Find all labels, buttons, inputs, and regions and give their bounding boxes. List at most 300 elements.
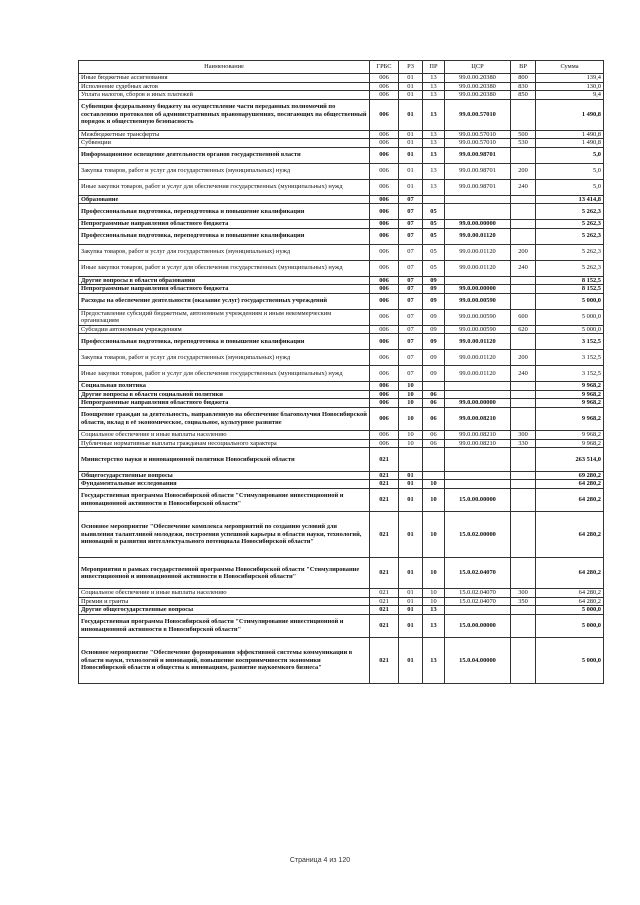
table-row bbox=[79, 285, 604, 294]
cell-pr bbox=[423, 471, 445, 480]
cell-csr: 15.0.00.00000 bbox=[445, 488, 511, 512]
cell-sum: 5 262,3 bbox=[536, 260, 604, 276]
page-number: Страница 4 из 120 bbox=[289, 857, 351, 864]
cell-vr: 800 bbox=[511, 74, 536, 83]
cell-name: Поощрение граждан за деятельность, направленную на обеспечение благополучия Новосибирской области, вклад в её экономическое, социальное, культурное развитие bbox=[79, 407, 370, 431]
cell-name: Государственная программа Новосибирской области "Стимулирование инвестиционной и инновационной активности в Новосибирской области" bbox=[79, 614, 370, 638]
table-header-row bbox=[79, 61, 604, 74]
cell-rz: 01 bbox=[399, 589, 423, 598]
cell-csr: 99.0.00.01120 bbox=[445, 244, 511, 260]
cell-grbs: 021 bbox=[370, 597, 399, 606]
cell-pr: 05 bbox=[423, 244, 445, 260]
table-row bbox=[79, 382, 604, 391]
cell-csr: 99.0.00.01120 bbox=[445, 228, 511, 244]
cell-grbs: 006 bbox=[370, 366, 399, 382]
cell-pr bbox=[423, 382, 445, 391]
cell-grbs: 006 bbox=[370, 195, 399, 204]
cell-vr bbox=[511, 512, 536, 558]
table-row bbox=[79, 448, 604, 472]
cell-vr bbox=[511, 276, 536, 285]
cell-rz: 10 bbox=[399, 439, 423, 448]
table-row bbox=[79, 293, 604, 309]
cell-csr: 15.0.02.04070 bbox=[445, 589, 511, 598]
cell-pr: 05 bbox=[423, 204, 445, 220]
cell-sum: 5 000,0 bbox=[536, 614, 604, 638]
cell-csr bbox=[445, 195, 511, 204]
cell-vr bbox=[511, 488, 536, 512]
cell-name: Общегосударственные вопросы bbox=[79, 471, 370, 480]
cell-grbs: 006 bbox=[370, 260, 399, 276]
cell-sum: 5 000,0 bbox=[536, 293, 604, 309]
cell-grbs: 021 bbox=[370, 638, 399, 684]
cell-rz: 01 bbox=[399, 147, 423, 163]
cell-name: Предоставление субсидий бюджетным, автономным учреждениям и иным некоммерческим организациям bbox=[79, 309, 370, 325]
cell-grbs: 021 bbox=[370, 512, 399, 558]
cell-sum: 9 968,2 bbox=[536, 382, 604, 391]
cell-rz: 01 bbox=[399, 597, 423, 606]
cell-name: Субвенции федеральному бюджету на осуществление части переданных полномочий по составлению протоколов об административных правонарушениях, посягающих на общественный порядок и общественную безопасность bbox=[79, 99, 370, 130]
cell-name: Другие общегосударственные вопросы bbox=[79, 606, 370, 615]
cell-rz: 01 bbox=[399, 91, 423, 100]
cell-sum: 9,4 bbox=[536, 91, 604, 100]
cell-pr: 09 bbox=[423, 325, 445, 334]
cell-sum: 5 000,0 bbox=[536, 309, 604, 325]
cell-pr: 10 bbox=[423, 558, 445, 589]
cell-csr bbox=[445, 276, 511, 285]
cell-csr: 99.0.00.57010 bbox=[445, 130, 511, 139]
cell-rz: 01 bbox=[399, 606, 423, 615]
cell-grbs: 006 bbox=[370, 130, 399, 139]
cell-sum: 3 152,5 bbox=[536, 366, 604, 382]
cell-grbs: 006 bbox=[370, 399, 399, 408]
cell-pr: 13 bbox=[423, 614, 445, 638]
cell-vr bbox=[511, 407, 536, 431]
cell-name: Иные закупки товаров, работ и услуг для обеспечения государственных (муниципальных) нужд bbox=[79, 179, 370, 195]
cell-vr bbox=[511, 480, 536, 489]
table-row bbox=[79, 480, 604, 489]
cell-rz: 07 bbox=[399, 195, 423, 204]
cell-rz: 01 bbox=[399, 480, 423, 489]
table-row bbox=[79, 139, 604, 148]
cell-pr: 05 bbox=[423, 228, 445, 244]
cell-name: Непрограммные направления областного бюджета bbox=[79, 220, 370, 229]
table-row bbox=[79, 488, 604, 512]
cell-sum: 5 262,3 bbox=[536, 204, 604, 220]
cell-grbs: 021 bbox=[370, 558, 399, 589]
cell-grbs: 006 bbox=[370, 382, 399, 391]
cell-vr: 850 bbox=[511, 91, 536, 100]
cell-sum: 1 490,8 bbox=[536, 130, 604, 139]
table-row bbox=[79, 309, 604, 325]
cell-name: Субсидии автономным учреждениям bbox=[79, 325, 370, 334]
cell-grbs: 006 bbox=[370, 228, 399, 244]
table-row bbox=[79, 439, 604, 448]
cell-csr: 99.0.00.00590 bbox=[445, 309, 511, 325]
table-row bbox=[79, 431, 604, 440]
cell-grbs: 006 bbox=[370, 439, 399, 448]
cell-name: Премии и гранты bbox=[79, 597, 370, 606]
cell-csr: 99.0.00.01120 bbox=[445, 260, 511, 276]
cell-rz: 01 bbox=[399, 74, 423, 83]
cell-rz: 01 bbox=[399, 82, 423, 91]
cell-vr bbox=[511, 614, 536, 638]
cell-name: Закупка товаров, работ и услуг для государственных (муниципальных) нужд bbox=[79, 163, 370, 179]
cell-sum: 130,0 bbox=[536, 82, 604, 91]
cell-pr: 13 bbox=[423, 82, 445, 91]
cell-csr: 15.0.04.00000 bbox=[445, 638, 511, 684]
cell-name: Образование bbox=[79, 195, 370, 204]
cell-rz: 07 bbox=[399, 366, 423, 382]
cell-grbs: 006 bbox=[370, 179, 399, 195]
cell-vr bbox=[511, 399, 536, 408]
cell-rz: 01 bbox=[399, 512, 423, 558]
cell-name: Фундаментальные исследования bbox=[79, 480, 370, 489]
cell-name: Социальная политика bbox=[79, 382, 370, 391]
cell-name: Основное мероприятие "Обеспечение формирования эффективной системы коммуникации в области науки, технологий и инноваций, повышение восприимчивости экономики Новосибирской области и общества к инновациям, развитие наукоемкого бизнеса" bbox=[79, 638, 370, 684]
cell-pr: 13 bbox=[423, 147, 445, 163]
cell-sum: 64 280,2 bbox=[536, 512, 604, 558]
table-row bbox=[79, 366, 604, 382]
cell-rz: 01 bbox=[399, 471, 423, 480]
table-row bbox=[79, 163, 604, 179]
cell-name: Мероприятия в рамках государственной программы Новосибирской области "Стимулирование инвестиционной и инновационной активности в Новосибирской области" bbox=[79, 558, 370, 589]
table-row bbox=[79, 179, 604, 195]
cell-vr: 200 bbox=[511, 350, 536, 366]
header-rz: РЗ bbox=[399, 61, 423, 74]
cell-csr: 99.0.00.01120 bbox=[445, 350, 511, 366]
cell-rz: 01 bbox=[399, 558, 423, 589]
cell-sum: 139,4 bbox=[536, 74, 604, 83]
cell-csr: 99.0.00.57010 bbox=[445, 99, 511, 130]
cell-sum: 5 262,3 bbox=[536, 220, 604, 229]
cell-pr: 10 bbox=[423, 597, 445, 606]
table-row bbox=[79, 597, 604, 606]
cell-pr bbox=[423, 195, 445, 204]
cell-grbs: 021 bbox=[370, 448, 399, 472]
cell-name: Закупка товаров, работ и услуг для государственных (муниципальных) нужд bbox=[79, 350, 370, 366]
cell-sum: 5,0 bbox=[536, 163, 604, 179]
table-row bbox=[79, 407, 604, 431]
cell-pr: 09 bbox=[423, 334, 445, 350]
cell-vr: 200 bbox=[511, 244, 536, 260]
table-body bbox=[79, 74, 604, 684]
table-row bbox=[79, 512, 604, 558]
cell-name: Непрограммные направления областного бюджета bbox=[79, 399, 370, 408]
cell-pr: 13 bbox=[423, 91, 445, 100]
cell-name: Межбюджетные трансферты bbox=[79, 130, 370, 139]
cell-grbs: 006 bbox=[370, 431, 399, 440]
table-row bbox=[79, 334, 604, 350]
cell-pr: 09 bbox=[423, 366, 445, 382]
document-sheet bbox=[78, 60, 603, 684]
cell-rz: 01 bbox=[399, 130, 423, 139]
cell-csr: 99.0.00.20380 bbox=[445, 82, 511, 91]
cell-csr: 15.0.02.04070 bbox=[445, 597, 511, 606]
cell-grbs: 006 bbox=[370, 99, 399, 130]
cell-csr: 99.0.00.00000 bbox=[445, 220, 511, 229]
header-grbs: ГРБС bbox=[370, 61, 399, 74]
cell-vr bbox=[511, 558, 536, 589]
cell-rz: 07 bbox=[399, 309, 423, 325]
cell-rz: 01 bbox=[399, 179, 423, 195]
cell-name: Профессиональная подготовка, переподготовка и повышение квалификации bbox=[79, 204, 370, 220]
cell-vr bbox=[511, 285, 536, 294]
cell-name: Иные закупки товаров, работ и услуг для обеспечения государственных (муниципальных) нужд bbox=[79, 260, 370, 276]
cell-sum: 69 280,2 bbox=[536, 471, 604, 480]
cell-sum: 9 968,2 bbox=[536, 399, 604, 408]
cell-grbs: 006 bbox=[370, 276, 399, 285]
cell-csr bbox=[445, 390, 511, 399]
cell-vr: 500 bbox=[511, 130, 536, 139]
table-row bbox=[79, 614, 604, 638]
cell-vr: 300 bbox=[511, 431, 536, 440]
cell-vr bbox=[511, 147, 536, 163]
cell-rz: 01 bbox=[399, 638, 423, 684]
cell-name: Другие вопросы в области образования bbox=[79, 276, 370, 285]
cell-vr bbox=[511, 448, 536, 472]
table-row bbox=[79, 606, 604, 615]
cell-rz: 10 bbox=[399, 407, 423, 431]
cell-rz: 07 bbox=[399, 244, 423, 260]
cell-vr bbox=[511, 99, 536, 130]
cell-sum: 9 968,2 bbox=[536, 439, 604, 448]
cell-grbs: 021 bbox=[370, 480, 399, 489]
cell-sum: 3 152,5 bbox=[536, 334, 604, 350]
cell-vr: 240 bbox=[511, 179, 536, 195]
cell-csr: 99.0.00.57010 bbox=[445, 139, 511, 148]
cell-name: Исполнение судебных актов bbox=[79, 82, 370, 91]
cell-csr bbox=[445, 606, 511, 615]
cell-grbs: 021 bbox=[370, 471, 399, 480]
header-name: Наименование bbox=[79, 61, 370, 74]
cell-vr bbox=[511, 220, 536, 229]
cell-grbs: 006 bbox=[370, 82, 399, 91]
cell-grbs: 006 bbox=[370, 204, 399, 220]
cell-pr: 09 bbox=[423, 309, 445, 325]
cell-sum: 5 000,0 bbox=[536, 606, 604, 615]
cell-sum: 8 152,5 bbox=[536, 285, 604, 294]
cell-csr: 99.0.00.00590 bbox=[445, 293, 511, 309]
cell-grbs: 006 bbox=[370, 139, 399, 148]
cell-name: Профессиональная подготовка, переподготовка и повышение квалификации bbox=[79, 228, 370, 244]
cell-pr: 13 bbox=[423, 163, 445, 179]
header-csr: ЦСР bbox=[445, 61, 511, 74]
cell-name: Социальное обеспечение и иные выплаты населению bbox=[79, 589, 370, 598]
cell-csr bbox=[445, 448, 511, 472]
cell-sum: 5 262,3 bbox=[536, 228, 604, 244]
cell-name: Иные бюджетные ассигнования bbox=[79, 74, 370, 83]
cell-csr: 99.0.00.00000 bbox=[445, 399, 511, 408]
cell-vr bbox=[511, 204, 536, 220]
table-row bbox=[79, 399, 604, 408]
cell-name: Профессиональная подготовка, переподготовка и повышение квалификации bbox=[79, 334, 370, 350]
cell-rz: 01 bbox=[399, 614, 423, 638]
cell-grbs: 021 bbox=[370, 606, 399, 615]
cell-sum: 9 968,2 bbox=[536, 390, 604, 399]
cell-rz: 10 bbox=[399, 431, 423, 440]
cell-vr bbox=[511, 471, 536, 480]
cell-sum: 263 514,0 bbox=[536, 448, 604, 472]
cell-csr: 99.0.00.08210 bbox=[445, 407, 511, 431]
cell-rz: 01 bbox=[399, 99, 423, 130]
table-row bbox=[79, 244, 604, 260]
cell-vr bbox=[511, 382, 536, 391]
cell-name: Непрограммные направления областного бюджета bbox=[79, 285, 370, 294]
cell-name: Другие вопросы в области социальной политики bbox=[79, 390, 370, 399]
cell-vr: 330 bbox=[511, 439, 536, 448]
cell-name: Государственная программа Новосибирской области "Стимулирование инвестиционной и инновационной активности в Новосибирской области" bbox=[79, 488, 370, 512]
cell-sum: 5 000,0 bbox=[536, 638, 604, 684]
cell-vr: 530 bbox=[511, 139, 536, 148]
cell-rz: 07 bbox=[399, 285, 423, 294]
cell-pr: 09 bbox=[423, 350, 445, 366]
cell-csr: 15.0.02.00000 bbox=[445, 512, 511, 558]
cell-grbs: 006 bbox=[370, 285, 399, 294]
cell-sum: 9 968,2 bbox=[536, 407, 604, 431]
cell-vr: 350 bbox=[511, 597, 536, 606]
cell-vr: 830 bbox=[511, 82, 536, 91]
cell-sum: 1 490,8 bbox=[536, 99, 604, 130]
table-row bbox=[79, 471, 604, 480]
cell-csr bbox=[445, 204, 511, 220]
table-row bbox=[79, 130, 604, 139]
cell-vr bbox=[511, 638, 536, 684]
cell-sum: 64 280,2 bbox=[536, 589, 604, 598]
cell-name: Иные закупки товаров, работ и услуг для обеспечения государственных (муниципальных) нужд bbox=[79, 366, 370, 382]
cell-vr bbox=[511, 390, 536, 399]
cell-vr bbox=[511, 606, 536, 615]
cell-pr: 06 bbox=[423, 439, 445, 448]
cell-pr: 13 bbox=[423, 638, 445, 684]
cell-grbs: 006 bbox=[370, 407, 399, 431]
cell-csr: 15.0.02.04070 bbox=[445, 558, 511, 589]
cell-vr bbox=[511, 228, 536, 244]
cell-rz: 07 bbox=[399, 276, 423, 285]
cell-grbs: 021 bbox=[370, 614, 399, 638]
cell-name: Основное мероприятие "Обеспечение комплекса мероприятий по созданию условий для выявления талантливой молодежи, построения успешной карьеры в области науки, технологий, инноваций и развития интеллектуального потенциала Новосибирской области" bbox=[79, 512, 370, 558]
cell-pr bbox=[423, 448, 445, 472]
cell-grbs: 006 bbox=[370, 350, 399, 366]
cell-vr bbox=[511, 195, 536, 204]
cell-grbs: 006 bbox=[370, 325, 399, 334]
cell-name: Министерство науки и инновационной политики Новосибирской области bbox=[79, 448, 370, 472]
table-row bbox=[79, 390, 604, 399]
table-row bbox=[79, 276, 604, 285]
cell-csr: 99.0.00.20380 bbox=[445, 91, 511, 100]
cell-vr: 240 bbox=[511, 260, 536, 276]
cell-rz: 07 bbox=[399, 350, 423, 366]
table-row bbox=[79, 260, 604, 276]
table-row bbox=[79, 228, 604, 244]
cell-grbs: 006 bbox=[370, 293, 399, 309]
cell-vr: 200 bbox=[511, 163, 536, 179]
cell-rz: 01 bbox=[399, 488, 423, 512]
cell-pr: 13 bbox=[423, 130, 445, 139]
cell-pr: 10 bbox=[423, 512, 445, 558]
table-row bbox=[79, 558, 604, 589]
cell-sum: 8 152,5 bbox=[536, 276, 604, 285]
table-row bbox=[79, 204, 604, 220]
cell-sum: 64 280,2 bbox=[536, 597, 604, 606]
budget-table bbox=[78, 60, 604, 684]
cell-grbs: 006 bbox=[370, 220, 399, 229]
cell-pr: 09 bbox=[423, 293, 445, 309]
cell-csr: 15.0.00.00000 bbox=[445, 614, 511, 638]
cell-pr: 10 bbox=[423, 480, 445, 489]
table-row bbox=[79, 350, 604, 366]
cell-name: Расходы на обеспечение деятельности (оказание услуг) государственных учреждений bbox=[79, 293, 370, 309]
table-row bbox=[79, 82, 604, 91]
cell-pr: 10 bbox=[423, 589, 445, 598]
cell-grbs: 006 bbox=[370, 309, 399, 325]
table-row bbox=[79, 74, 604, 83]
cell-rz: 10 bbox=[399, 390, 423, 399]
cell-sum: 64 280,2 bbox=[536, 480, 604, 489]
cell-csr: 99.0.00.98701 bbox=[445, 163, 511, 179]
cell-csr bbox=[445, 471, 511, 480]
cell-grbs: 006 bbox=[370, 334, 399, 350]
cell-sum: 5,0 bbox=[536, 179, 604, 195]
cell-rz: 10 bbox=[399, 382, 423, 391]
header-sum: Сумма bbox=[536, 61, 604, 74]
cell-sum: 5,0 bbox=[536, 147, 604, 163]
cell-pr: 05 bbox=[423, 260, 445, 276]
cell-pr: 09 bbox=[423, 285, 445, 294]
cell-rz: 07 bbox=[399, 325, 423, 334]
cell-pr: 06 bbox=[423, 390, 445, 399]
cell-name: Информационное освещение деятельности органов государственной власти bbox=[79, 147, 370, 163]
cell-csr: 99.0.00.20380 bbox=[445, 74, 511, 83]
cell-grbs: 021 bbox=[370, 589, 399, 598]
cell-name: Закупка товаров, работ и услуг для государственных (муниципальных) нужд bbox=[79, 244, 370, 260]
cell-sum: 3 152,5 bbox=[536, 350, 604, 366]
cell-csr bbox=[445, 480, 511, 489]
cell-csr: 99.0.00.08210 bbox=[445, 439, 511, 448]
cell-rz: 10 bbox=[399, 399, 423, 408]
cell-pr: 06 bbox=[423, 399, 445, 408]
cell-pr: 13 bbox=[423, 99, 445, 130]
cell-csr bbox=[445, 382, 511, 391]
cell-csr: 99.0.00.98701 bbox=[445, 179, 511, 195]
cell-sum: 9 968,2 bbox=[536, 431, 604, 440]
cell-vr: 600 bbox=[511, 309, 536, 325]
cell-name: Субвенции bbox=[79, 139, 370, 148]
cell-grbs: 006 bbox=[370, 390, 399, 399]
cell-pr: 13 bbox=[423, 139, 445, 148]
table-row bbox=[79, 589, 604, 598]
cell-csr: 99.0.00.01120 bbox=[445, 366, 511, 382]
cell-vr: 620 bbox=[511, 325, 536, 334]
cell-sum: 13 414,8 bbox=[536, 195, 604, 204]
table-row bbox=[79, 325, 604, 334]
cell-rz: 07 bbox=[399, 220, 423, 229]
cell-rz: 07 bbox=[399, 293, 423, 309]
cell-name: Уплата налогов, сборов и иных платежей bbox=[79, 91, 370, 100]
cell-pr: 06 bbox=[423, 431, 445, 440]
cell-pr: 05 bbox=[423, 220, 445, 229]
cell-grbs: 006 bbox=[370, 74, 399, 83]
cell-pr: 10 bbox=[423, 488, 445, 512]
cell-sum: 5 000,0 bbox=[536, 325, 604, 334]
cell-rz: 07 bbox=[399, 334, 423, 350]
table-row bbox=[79, 99, 604, 130]
cell-grbs: 006 bbox=[370, 147, 399, 163]
header-pr: ПР bbox=[423, 61, 445, 74]
cell-rz: 01 bbox=[399, 163, 423, 179]
table-row bbox=[79, 147, 604, 163]
header-vr: ВР bbox=[511, 61, 536, 74]
cell-rz: 01 bbox=[399, 139, 423, 148]
